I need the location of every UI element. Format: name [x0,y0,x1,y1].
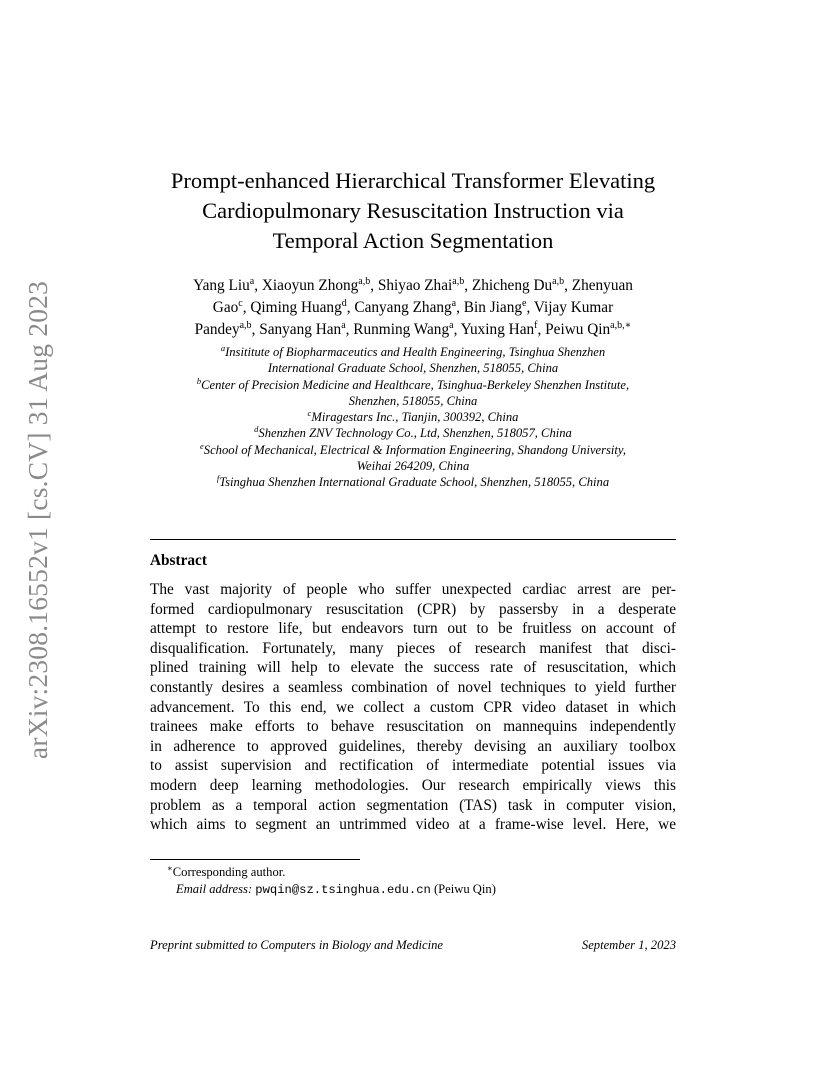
affiliation-d: $^d$Shenzhen ZNV Technology Co., Ltd, Shenzhen, 518057, China [254,424,572,441]
affiliation-e-cont: Weihai 264209, China [356,459,470,474]
abstract-line: which aims to segment an untrimmed video at a frame-wise level. Here, we [150,816,676,834]
affiliation-a-cont: International Graduate School, Shenzhen, 518055, China [267,361,559,376]
abstract-line: constantly desires a seamless combination of novel techniques to yield further [150,678,676,696]
affiliation-list [150,344,676,491]
arxiv-sidebar [0,0,76,1072]
abstract-line: formed cardiopulmonary resuscitation (CPR) by passersby in a desperate [150,600,676,618]
abstract-line: disqualification. Fortunately, many pieces of research manifest that disci- [150,639,676,657]
title-line: Temporal Action Segmentation [272,228,554,253]
affiliation-a: $^a$Insititute of Biopharmaceutics and Health Engineering, Tsinghua Shenzhen [220,343,606,359]
abstract-line: attempt to restore life, but endeavors turn out to be fruitless on account of [150,620,676,638]
author-line: Gao$^c$, Qiming Huang$^d$, Canyang Zhang$^a$, Bin Jiang$^e$, Vijay Kumar [212,298,614,316]
arxiv-identifier: arXiv:2308.16552v1 [cs.CV] 31 Aug 2023 [22,280,53,760]
author-line: Pandey$^{a,b}$, Sanyang Han$^a$, Runming Wang$^a$, Yuxing Han$^f$, Peiwu Qin$^{a,b,∗}$ [194,320,632,338]
affiliation-b-cont: Shenzhen, 518055, China [348,393,478,408]
affiliation-c: $^c$Miragestars Inc., Tianjin, 300392, China [307,408,519,425]
affiliation-e: $^e$School of Mechanical, Electrical & Information Engineering, Shandong University, [200,440,626,457]
abstract-top-rule [150,539,676,540]
author-list [150,275,676,341]
abstract-line: problem as a temporal action segmentation (TAS) task in computer vision, [150,796,676,814]
preprint-date: September 1, 2023 [581,938,676,952]
abstract-heading: Abstract [150,552,207,569]
abstract-line: to assist supervision and rectification of intermediate potential issues via [150,757,676,775]
abstract-line: advancement. To this end, we collect a custom CPR video dataset in which [150,698,676,716]
abstract-line: trainees make efforts to behave resuscitation on mannequins independently [150,718,676,736]
title-line: Prompt-enhanced Hierarchical Transformer Elevating [170,168,656,193]
author-line: Yang Liu$^a$, Xiaoyun Zhong$^{a,b}$, Shiyao Zhai$^{a,b}$, Zhicheng Du$^{a,b}$, Zhenyuan [193,276,633,294]
abstract-line: plined training will help to elevate the success rate of resuscitation, which [150,659,676,677]
affiliation-f: $^f$Tsinghua Shenzhen International Graduate School, Shenzhen, 518055, China [216,473,610,490]
abstract-line: in adherence to approved guidelines, thereby devising an auxiliary toolbox [150,737,676,755]
abstract-line: modern deep learning methodologies. Our research empirically views this [150,776,676,794]
corresponding-author-note: ∗Corresponding author. [167,863,286,879]
footnote-rule [150,859,360,860]
email-note: Email address: pwqin@sz.tsinghua.edu.cn (Peiwu Qin) [176,881,496,897]
title-line: Cardiopulmonary Resuscitation Instruction via [202,198,624,223]
paper-title [150,166,676,256]
abstract-line: The vast majority of people who suffer unexpected cardiac arrest are per- [150,581,676,598]
footnote [150,864,496,898]
preprint-note: Preprint submitted to Computers in Biology and Medicine [150,938,444,952]
affiliation-b: $^b$Center of Precision Medicine and Healthcare, Tsinghua-Berkeley Shenzhen Institute, [196,375,630,392]
abstract-body [150,580,676,835]
email-link[interactable]: pwqin@sz.tsinghua.edu.cn [255,882,431,897]
